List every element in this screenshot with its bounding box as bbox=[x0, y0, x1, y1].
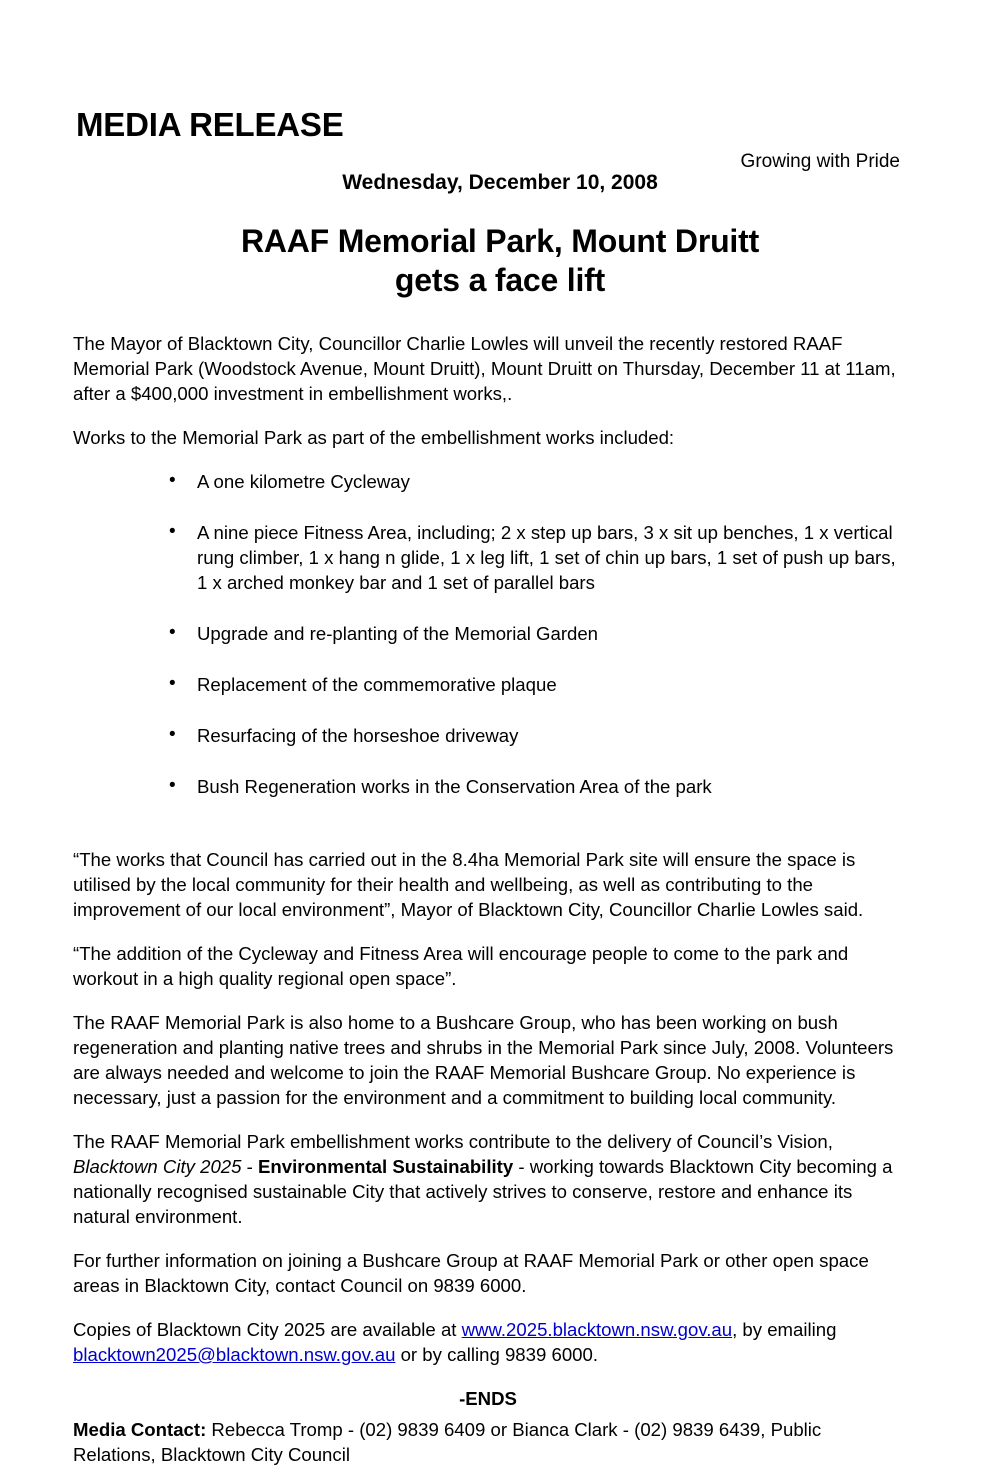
copies-paragraph bbox=[73, 1317, 903, 1367]
vision-plan-name: Blacktown City 2025 bbox=[73, 1156, 242, 1177]
media-contact-line bbox=[73, 1417, 903, 1467]
list-item: • A one kilometre Cycleway bbox=[73, 469, 903, 494]
copies-text-lead: Copies of Blacktown City 2025 are available at bbox=[73, 1319, 462, 1340]
works-lead-paragraph: Works to the Memorial Park as part of the embellishment works included: bbox=[73, 427, 675, 448]
quote-paragraph-1: “The works that Council has carried out in the 8.4ha Memorial Park site will ensure the space is utilised by the local community for their health and wellbeing, as well as contributing to the improvement of our local environment”, Mayor of Blacktown City, Councillor Charlie Lowles said. bbox=[73, 849, 864, 920]
ends-marker: -ENDS bbox=[459, 1388, 517, 1409]
vision-paragraph bbox=[73, 1129, 903, 1229]
list-item: • Bush Regeneration works in the Conservation Area of the park bbox=[73, 774, 903, 799]
works-list bbox=[73, 469, 903, 799]
email-link[interactable]: blacktown2025@blacktown.nsw.gov.au bbox=[73, 1344, 396, 1365]
headline-line-1: RAAF Memorial Park, Mount Druitt bbox=[240, 223, 760, 259]
list-item: • Upgrade and re-planting of the Memorial Garden bbox=[73, 621, 903, 646]
website-link[interactable]: www.2025.blacktown.nsw.gov.au bbox=[461, 1319, 733, 1340]
spacer bbox=[73, 817, 903, 847]
copies-text-tail: or by calling 9839 6000. bbox=[395, 1344, 599, 1365]
council-tagline: Growing with Pride bbox=[740, 151, 900, 172]
release-date: Wednesday, December 10, 2008 bbox=[342, 171, 658, 194]
intro-paragraph: The Mayor of Blacktown City, Councillor Charlie Lowles will unveil the recently restored RAAF Memorial Park (Woodstock Avenue, Mount Druitt), Mount Druitt on Thursday, December 11 at 11am, after a $400,000 investment in embellishment works,. bbox=[73, 333, 896, 404]
media-contact-label: Media Contact: bbox=[73, 1419, 207, 1440]
bushcare-paragraph: The RAAF Memorial Park is also home to a Bushcare Group, who has been working on bush regeneration and planting native trees and shrubs in the Memorial Park since July, 2008. Volunteers are always needed and welcome to join the RAAF Memorial Bushcare Group. No experience is necessary, just a passion for the environment and a commitment to building local community. bbox=[73, 1012, 894, 1108]
list-item: • Replacement of the commemorative plaque bbox=[73, 672, 903, 697]
list-item: • Resurfacing of the horseshoe driveway bbox=[73, 723, 903, 748]
page-title bbox=[0, 222, 1000, 300]
vision-text-lead: The RAAF Memorial Park embellishment works contribute to the delivery of Council’s Vision, bbox=[73, 1131, 833, 1152]
vision-separator: - bbox=[241, 1156, 258, 1177]
quote-paragraph-2: “The addition of the Cycleway and Fitness Area will encourage people to come to the park and workout in a high quality regional open space”. bbox=[73, 943, 849, 989]
copies-text-mid: , by emailing bbox=[732, 1319, 837, 1340]
vision-text-tail: - working towards Blacktown City becoming a nationally recognised sustainable City that actively strives to conserve, restore and enhance its natural environment. bbox=[73, 1156, 893, 1227]
further-info-paragraph: For further information on joining a Bushcare Group at RAAF Memorial Park or other open space areas in Blacktown City, contact Council on 9839 6000. bbox=[73, 1250, 869, 1296]
masthead-title: MEDIA RELEASE bbox=[76, 106, 344, 143]
document-body bbox=[73, 331, 903, 1467]
list-item: • A nine piece Fitness Area, including; 2 x step up bars, 3 x sit up benches, 1 x vertical rung climber, 1 x hang n glide, 1 x leg lift, 1 set of chin up bars, 1 set of push up bars, 1 x arched monkey bar and 1 set of parallel bars bbox=[73, 520, 903, 595]
media-contact-details: Rebecca Tromp - (02) 9839 6409 or Bianca Clark - (02) 9839 6439, Public Relations, Blacktown City Council bbox=[73, 1419, 822, 1465]
vision-theme-name: Environmental Sustainability bbox=[258, 1156, 514, 1177]
headline-line-2: gets a face lift bbox=[394, 262, 606, 299]
